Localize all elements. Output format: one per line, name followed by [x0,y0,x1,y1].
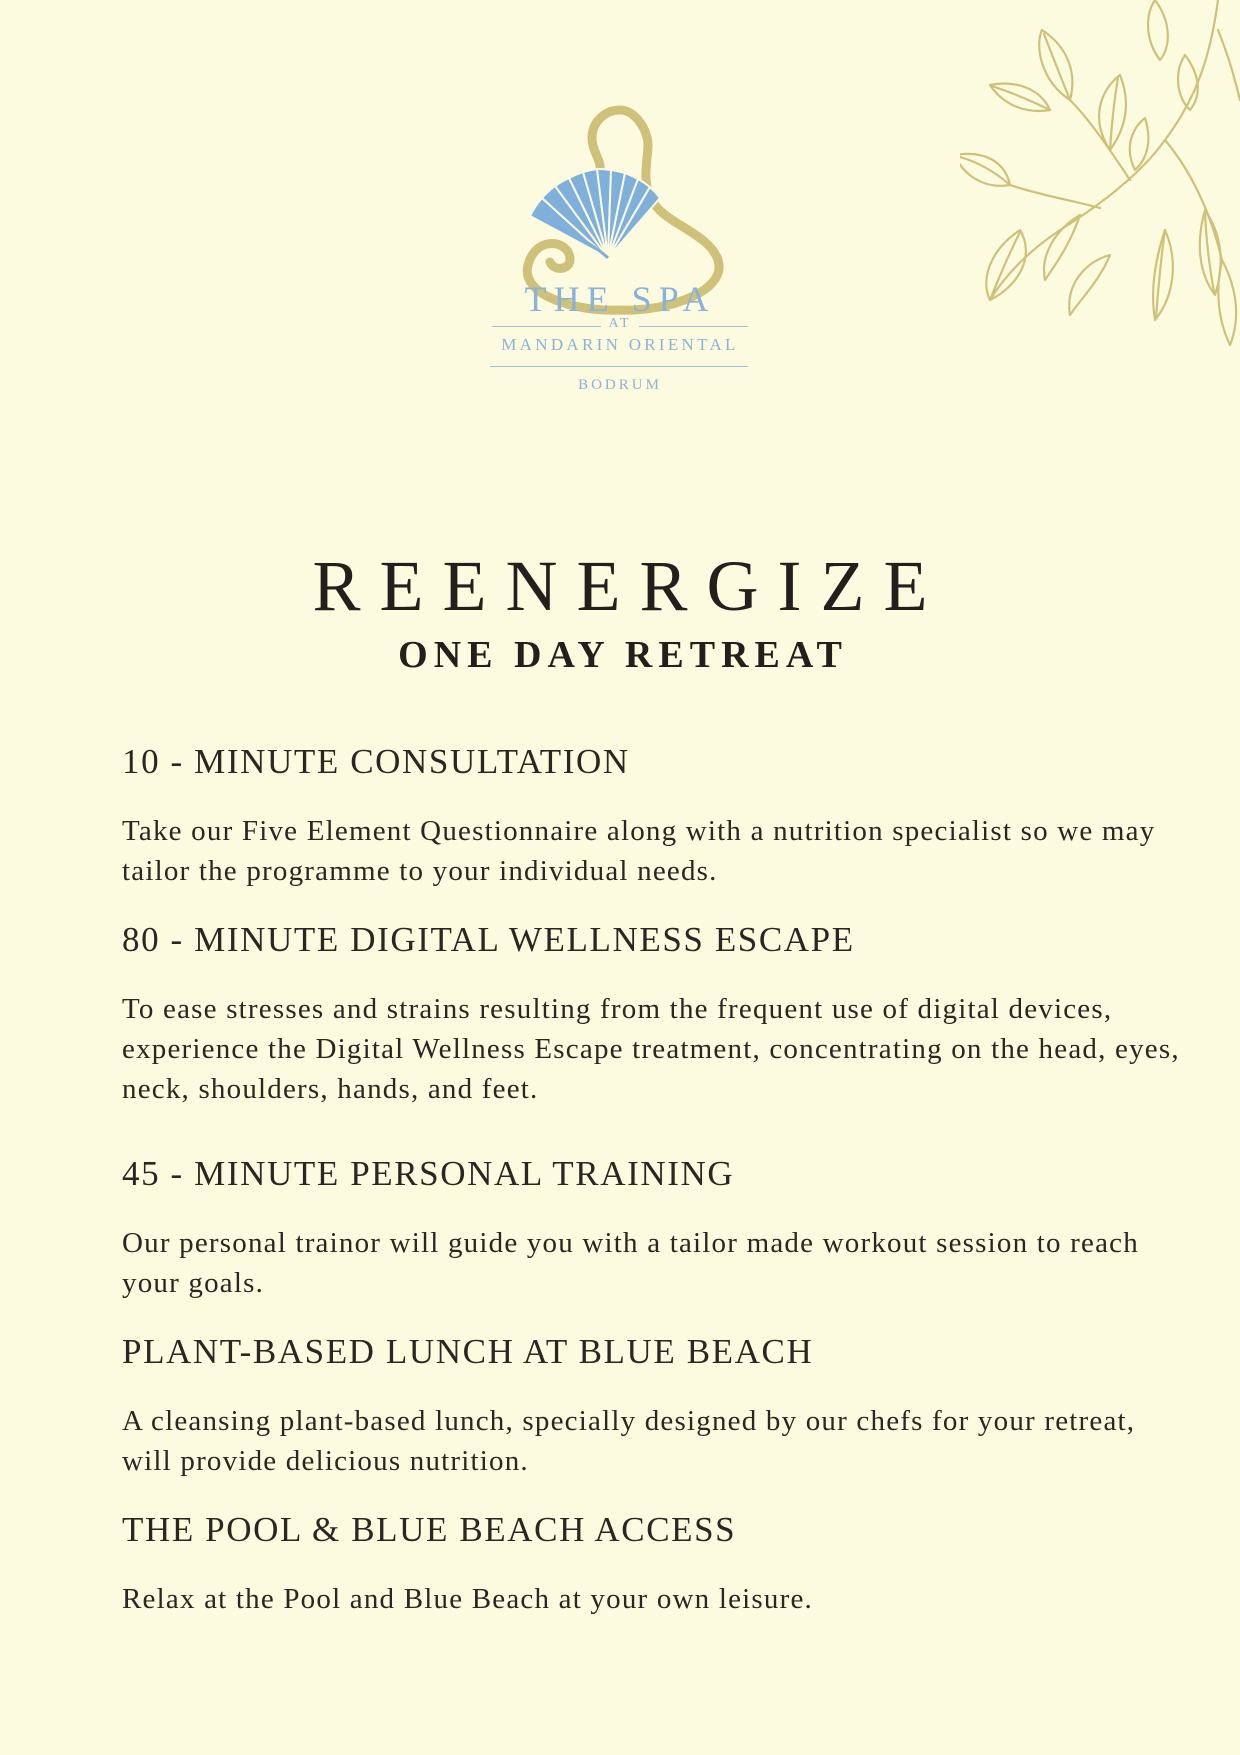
program-section [122,738,1182,891]
brand-location: BODRUM [578,377,662,393]
section-description: Relax at the Pool and Blue Beach at your own leisure. [122,1583,813,1615]
section-description: To ease stresses and strains resulting from the frequent use of digital devices, experience the Digital Wellness Escape treatment, concentrating on the head, eyes, neck, shoulders, hands, and feet. [122,993,1180,1105]
section-description: Take our Five Element Questionnaire along with a nutrition specialist so we may tailor the programme to your individual needs. [122,815,1156,887]
section-title: 45 - MINUTE PERSONAL TRAINING [122,1154,735,1193]
brand-at: AT [608,316,632,331]
program-section [122,1506,1182,1619]
section-title: 10 - MINUTE CONSULTATION [122,742,630,781]
brand-rule-bottom [490,366,748,367]
program-list [122,738,1182,1644]
section-title: THE POOL & BLUE BEACH ACCESS [122,1510,737,1549]
page-title: REENERGIZE [312,546,947,626]
section-description: Our personal trainor will guide you with a tailor made workout session to reach your goals. [122,1227,1139,1299]
section-title: 80 - MINUTE DIGITAL WELLNESS ESCAPE [122,920,855,959]
program-section [122,1150,1182,1303]
page-subtitle: ONE DAY RETREAT [398,634,848,676]
program-section [122,1328,1182,1481]
brand-subtitle: MANDARIN ORIENTAL [501,335,739,354]
brand-name: THE SPA [524,279,716,319]
section-description: A cleansing plant-based lunch, specially designed by our chefs for your retreat, will provide delicious nutrition. [122,1405,1136,1477]
program-section [122,916,1182,1109]
section-title: PLANT-BASED LUNCH AT BLUE BEACH [122,1332,814,1371]
